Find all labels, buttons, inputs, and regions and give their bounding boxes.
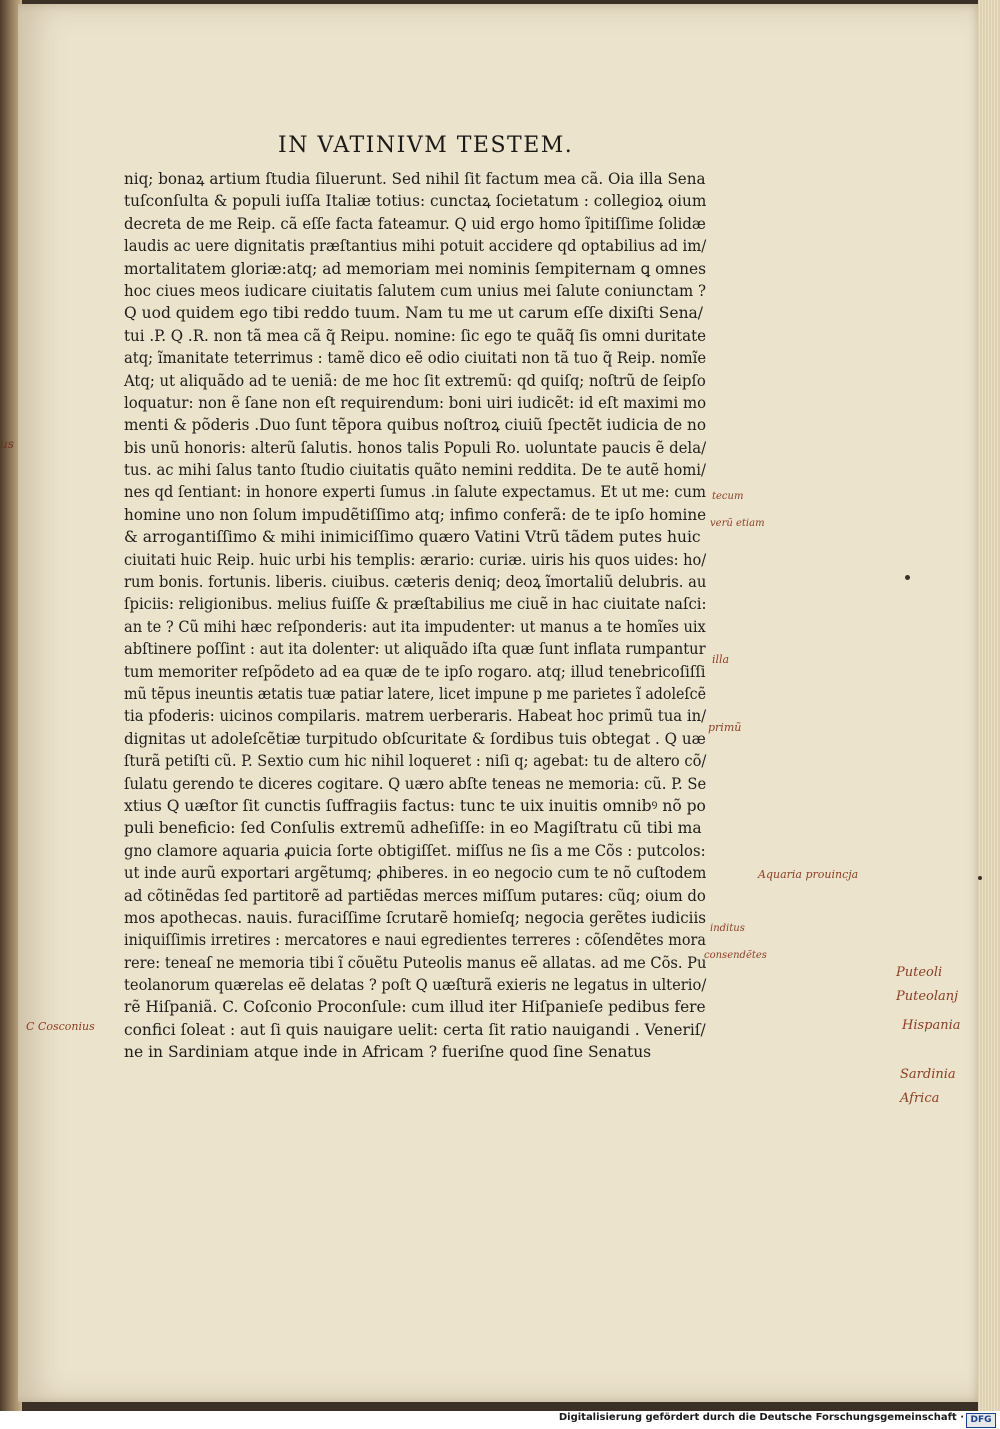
- text-line: teolanorum quærelas eẽ delatas ? poſt Q uæſturã exieris ne legatus in ulterio/: [124, 976, 707, 995]
- text-line: rere: teneaſ ne memoria tibi ĩ cõuẽtu Puteolis manus eẽ allatas. ad me Cõs. Pu: [124, 953, 707, 972]
- margin-note-primu: primũ: [708, 721, 742, 734]
- text-line: nes qd ſentiant: in honore experti ſumus .in ſalute expectamus. Et ut me: cum: [124, 483, 706, 502]
- text-line: ciuitati huic Reip. huic urbi his templis: ærario: curiæ. uiris his quos uides: ho/: [124, 550, 707, 569]
- text-line: abſtinere poſſint : aut ita dolenter: ut aliquãdo iſta quæ ſunt inflata rumpantur: [124, 640, 706, 659]
- text-line: puli beneficio: ſed Conſulis extremũ adheſiſſe: in eo Magiſtratu cũ tibi ma: [124, 819, 702, 838]
- text-line: laudis ac uere dignitatis præſtantius mihi potuit accidere qd optabilius ad im/: [124, 237, 707, 256]
- text-line: Atq; ut aliquãdo ad te ueniã: de me hoc ſit extremũ: qd quiſq; noſtrũ de ſeipſo: [124, 371, 706, 390]
- text-line: loquatur: non ẽ ſane non eſt requirendum: boni uiri iudicẽt: id eſt maximi mo: [124, 393, 707, 412]
- running-title: IN VATINIVM TESTEM.: [278, 133, 574, 158]
- text-line: mortalitatem gloriæ:atq; ad memoriam mei nominis ſempiternam ꝗ omnes: [124, 259, 707, 278]
- margin-note-puteoli: Puteoli: [896, 965, 943, 980]
- body-text: [124, 168, 706, 1064]
- ink-dot: [978, 876, 982, 880]
- margin-note-inditus: inditus: [710, 923, 745, 934]
- text-line: menti & põderis .Duo ſunt tẽpora quibus noſtroꝝ ciuiũ ſpectẽt iudicia de no: [124, 416, 707, 435]
- text-line: bis unũ honoris: alterũ ſalutis. honos talis Populi Ro. uoluntate paucis ẽ dela/: [124, 438, 707, 457]
- dfg-logo: DFG: [966, 1413, 996, 1428]
- margin-note-hispania: Hispania: [902, 1018, 961, 1033]
- text-line: tum memoriter reſpõdeto ad ea quæ de te ipſo rogaro. atq; illud tenebricoſiſſi: [124, 662, 706, 681]
- text-line: tui .P. Q .R. non tã mea cã q̃ Reipu. nomine: ſic ego te quãq̃ ſis omni duritate: [124, 326, 707, 345]
- margin-note-illa: illa: [712, 653, 730, 666]
- text-line: atq; ĩmanitate teterrimus : tamẽ dico eẽ odio ciuitati non tã tuo q̃ Reip. nomĩe: [124, 349, 707, 368]
- text-line: dignitas ut adoleſcẽtiæ turpitudo obſcuritate & ſordibus tuis obtegat . Q uæ: [124, 729, 706, 748]
- ink-dot: [905, 575, 910, 580]
- text-line: niq; bonaꝝ artium ſtudia ſiluerunt. Sed nihil ſit factum mea cã. Oia illa Sena: [124, 170, 706, 188]
- text-line: ad cõtinẽdas ſed partitorẽ ad partiẽdas merces miſſum putares: cũq; oium do: [124, 886, 706, 905]
- margin-note-consendetes: consendẽtes: [704, 950, 767, 961]
- margin-note-aquaria-provincia: Aquaria prouincja: [758, 868, 859, 881]
- text-line: iniquiſſimis irretires : mercatores e naui egredientes terreres : cõſendẽtes mora: [124, 931, 706, 950]
- text-line: rum bonis. fortunis. liberis. ciuibus. cæteris deniq; deoꝝ ĩmortaliũ delubris. au: [124, 573, 707, 592]
- text-line: tia pfoderis: uicinos compilaris. matrem uerberaris. Habeat hoc primũ tua in/: [124, 707, 707, 726]
- text-line: decreta de me Reip. cã eſſe facta fateamur. Q uid ergo homo ĩpitiſſime ſolidæ: [124, 214, 706, 233]
- text-line: hoc ciues meos iudicare ciuitatis ſalutem cum unius mei ſalute coniunctam ?: [124, 281, 707, 300]
- text-line: ſturã petiſti cũ. P. Sextio cum hic nihil loqueret : niſi q; agebat: tu de altero cõ/: [124, 752, 707, 771]
- text-line: mos apothecas. nauis. furaciſſime ſcrutarẽ homieſq; negocia gerẽtes iudiciis: [124, 908, 707, 927]
- text-line: xtius Q uæſtor ſit cunctis ſuffragiis factus: tunc te uix inuitis omnibꝰ nõ po: [124, 796, 706, 815]
- text-line: ut inde aurũ exportari argẽtumq; ꝓhiberes. in eo negocio cum te nõ cuſtodem: [124, 864, 707, 883]
- text-line: gno clamore aquaria ꝓuicia ſorte obtigiſſet. miſſus ne ſis a me Cõs : putcolos:: [124, 841, 706, 860]
- text-line: an te ? Cũ mihi hæc reſponderis: aut ita impudenter: ut manus a te homĩes uix: [124, 617, 706, 636]
- text-line: & arrogantiſſimo & mihi inimiciſſimo quæro Vatini Vtrũ tãdem putes huic: [124, 528, 701, 547]
- text-line: ne in Sardiniam atque inde in Africam ? fueriſne quod ſine Senatus: [124, 1043, 652, 1062]
- text-line: ſulatu gerendo te diceres cogitare. Q uæro abſte teneas ne memoria: cũ. P. Se: [124, 774, 707, 793]
- text-line: tuſconſulta & populi iuſſa Italiæ totius: cunctaꝝ ſocietatum : collegioꝝ oium: [124, 192, 707, 211]
- margin-note-puteolani: Puteolanj: [896, 989, 959, 1004]
- page-fore-edge: [978, 0, 1000, 1411]
- text-line: ſpiciis: religionibus. melius fuiſſe & præſtabilius me ciuẽ in hac ciuitate naſci:: [124, 595, 707, 614]
- text-line: rẽ Hiſpaniã. C. Coſconio Proconſule: cum illud iter Hiſpanieſe pedibus fere: [124, 998, 706, 1017]
- margin-note-veru-etiam: verũ etiam: [710, 518, 765, 529]
- text-line: mũ tẽpus ineuntis ætatis tuæ patiar latere, licet impune p me parietes ĩ adoleſcẽ: [124, 684, 707, 703]
- digitization-credit: Digitalisierung gefördert durch die Deutsche Forschungsgemeinschaft ·: [558, 1412, 964, 1423]
- margin-note-africa: Africa: [900, 1091, 940, 1106]
- text-line: homine uno non ſolum impudẽtiſſimo atq; infimo conferã: de te ipſo homine: [124, 505, 707, 524]
- text-line: confici ſoleat : aut ſi quis nauigare uelit: certa ſit ratio nauigandi . Veneriſ/: [124, 1020, 706, 1039]
- margin-note-cosconius: C Cosconius: [26, 1020, 95, 1033]
- text-line: tus. ac mihi ſalus tanto ſtudio ciuitatis quãto nemini reddita. De te autẽ homi/: [124, 461, 706, 480]
- margin-note-sardinia: Sardinia: [900, 1067, 956, 1082]
- margin-note-left-fragment: us: [0, 437, 14, 451]
- margin-note-tecum: tecum: [712, 491, 744, 502]
- text-line: Q uod quidem ego tibi reddo tuum. Nam tu me ut carum eſſe dixiſti Sena/: [124, 304, 704, 323]
